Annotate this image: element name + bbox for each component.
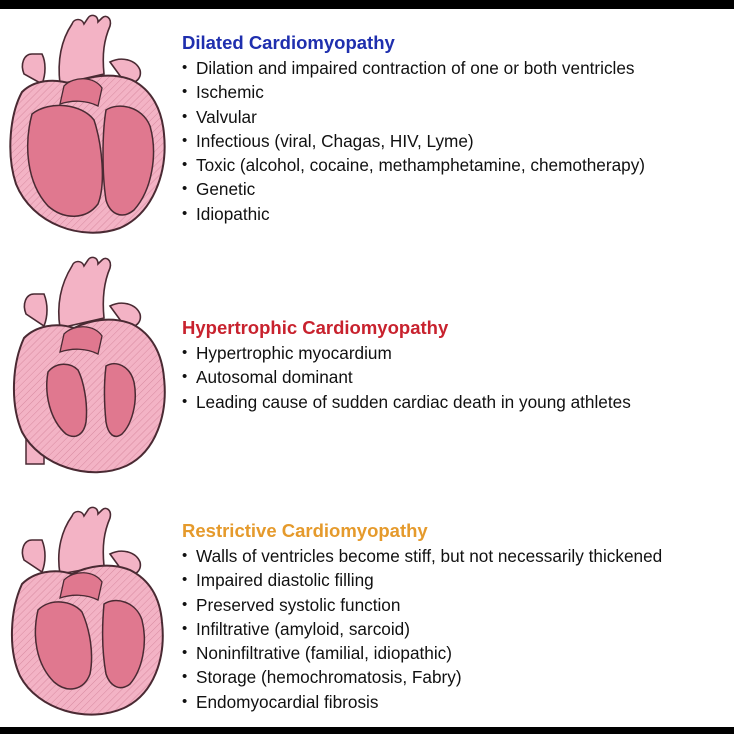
list-item: • Impaired diastolic filling [182, 568, 662, 592]
list-item: • Storage (hemochromatosis, Fabry) [182, 665, 662, 689]
list-item: • Infiltrative (amyloid, sarcoid) [182, 617, 662, 641]
restrictive-list [182, 544, 662, 714]
list-item: • Walls of ventricles become stiff, but not necessarily thickened [182, 544, 662, 568]
list-item: • Endomyocardial fibrosis [182, 690, 662, 714]
list-item: • Ischemic [182, 80, 645, 104]
list-item: • Leading cause of sudden cardiac death in young athletes [182, 390, 631, 414]
dilated-list [182, 56, 645, 226]
section-dilated [182, 32, 645, 226]
list-item: • Dilation and impaired contraction of one or both ventricles [182, 56, 645, 80]
hypertrophic-list [182, 341, 631, 414]
list-item: • Infectious (viral, Chagas, HIV, Lyme) [182, 129, 645, 153]
list-item: • Toxic (alcohol, cocaine, methamphetamine, chemotherapy) [182, 153, 645, 177]
list-item: • Preserved systolic function [182, 593, 662, 617]
dilated-heart-icon [2, 14, 170, 244]
list-item: • Valvular [182, 105, 645, 129]
list-item: • Genetic [182, 177, 645, 201]
top-border [0, 0, 734, 9]
section-restrictive [182, 520, 662, 714]
section-hypertrophic [182, 317, 631, 414]
restrictive-heart-icon [10, 504, 170, 726]
hypertrophic-heart-icon [10, 254, 170, 488]
section-title-dilated: Dilated Cardiomyopathy [182, 32, 395, 53]
list-item: • Idiopathic [182, 202, 645, 226]
list-item: • Autosomal dominant [182, 365, 631, 389]
list-item: • Noninfiltrative (familial, idiopathic) [182, 641, 662, 665]
section-title-hypertrophic: Hypertrophic Cardiomyopathy [182, 317, 449, 338]
section-title-restrictive: Restrictive Cardiomyopathy [182, 520, 428, 541]
list-item: • Hypertrophic myocardium [182, 341, 631, 365]
bottom-border [0, 727, 734, 734]
